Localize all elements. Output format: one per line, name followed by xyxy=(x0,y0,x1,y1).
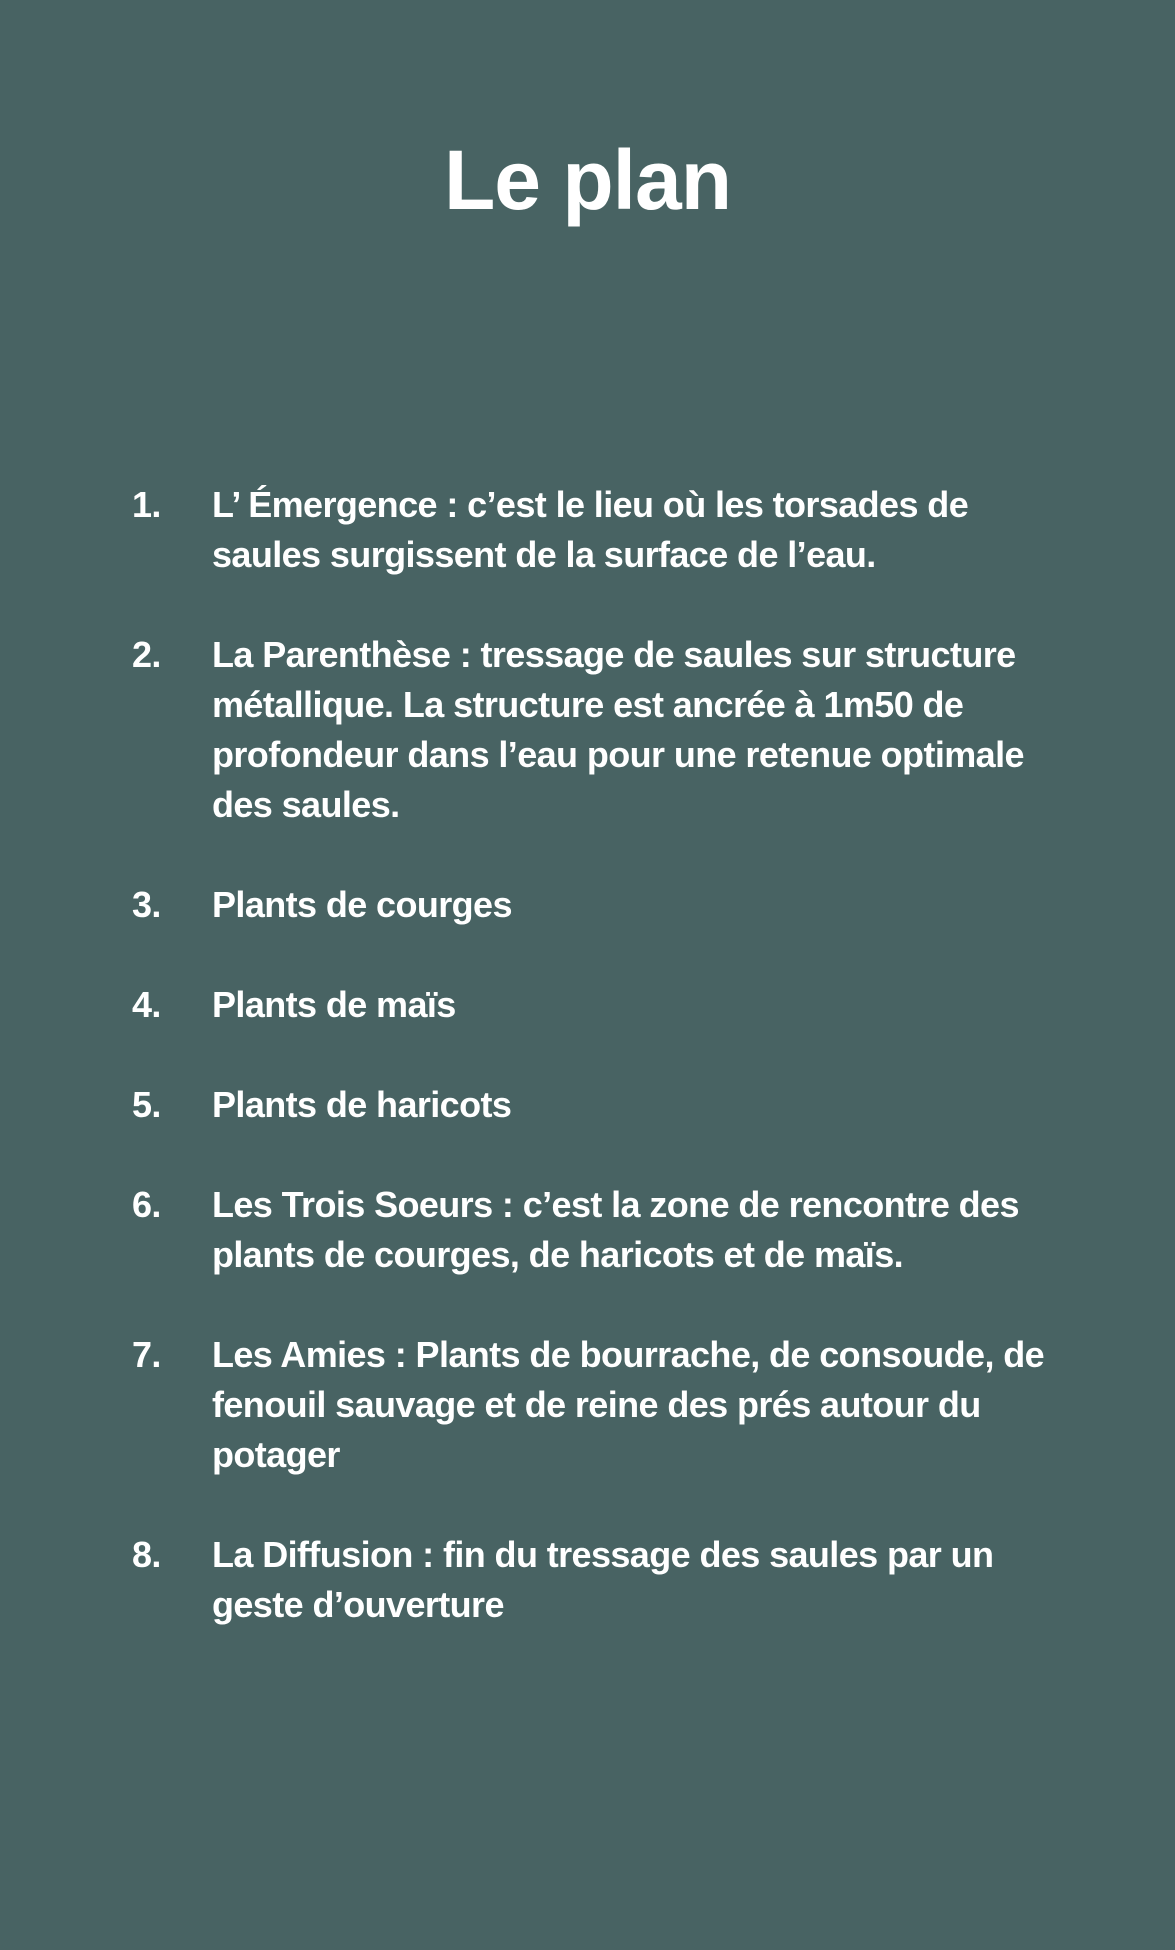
item-number: 3. xyxy=(132,884,161,925)
item-text: La Diffusion : fin du tressage des saules par un geste d’ouverture xyxy=(212,1534,994,1625)
item-text: Les Amies : Plants de bourrache, de consoude, de fenouil sauvage et de reine des prés autour du potager xyxy=(212,1334,1045,1475)
item-text: Plants de haricots xyxy=(212,1084,512,1125)
item-number: 6. xyxy=(132,1184,161,1225)
item-text: Les Trois Soeurs : c’est la zone de rencontre des plants de courges, de haricots et de maïs. xyxy=(212,1184,1019,1275)
item-number: 8. xyxy=(132,1534,161,1575)
item-number: 2. xyxy=(132,634,161,675)
list-item xyxy=(132,1530,1082,1630)
list-item xyxy=(132,1330,1082,1480)
list-item xyxy=(132,1180,1082,1280)
list-item xyxy=(132,1080,1082,1130)
item-text: Plants de maïs xyxy=(212,984,456,1025)
list-item xyxy=(132,880,1082,930)
page-title: Le plan xyxy=(443,133,732,227)
item-number: 5. xyxy=(132,1084,161,1125)
item-text: Plants de courges xyxy=(212,884,512,925)
item-number: 1. xyxy=(132,484,161,525)
item-number: 7. xyxy=(132,1334,161,1375)
list-item xyxy=(132,980,1082,1030)
list-item xyxy=(132,480,1082,580)
list-item xyxy=(132,630,1082,830)
plan-list xyxy=(132,480,1082,1680)
item-text: La Parenthèse : tressage de saules sur structure métallique. La structure est ancrée à 1m50 de profondeur dans l’eau pour une retenue optimale des saules. xyxy=(212,634,1024,825)
item-text: L’ Émergence : c’est le lieu où les torsades de saules surgissent de la surface de l’eau. xyxy=(212,484,969,575)
item-number: 4. xyxy=(132,984,161,1025)
